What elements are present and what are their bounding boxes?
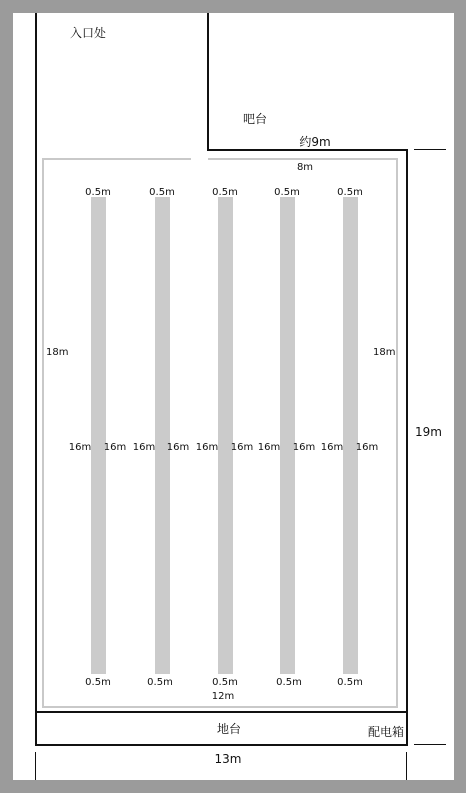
inner-height-left-label: 18m [46,347,69,358]
width-tick-right [406,752,407,780]
bar-bottom-wall [207,149,408,151]
inner-height-right-label: 18m [373,347,396,358]
inner-bottom-width-label: 12m [211,691,235,702]
lane-1-top-width: 0.5m [85,187,111,198]
lane-3-bottom-width: 0.5m [212,677,238,688]
lane-2-bottom-width: 0.5m [147,677,173,688]
lane-4-top-width: 0.5m [274,187,300,198]
top-width-label: 约9m [299,135,331,149]
inner-field-gap [191,156,208,160]
lane-1-length-right: 16m [103,442,127,453]
lane-4-length-right: 16m [292,442,316,453]
room-width-label: 13m [214,752,242,766]
lane-2-top-width: 0.5m [149,187,175,198]
lane-2-length-right: 16m [166,442,190,453]
lane-bar-3 [218,197,233,674]
wall-entrance-bar-divider [207,13,209,151]
lane-4-length-left: 16m [257,442,281,453]
stage-bottom-line [35,744,408,746]
lane-1-bottom-width: 0.5m [85,677,111,688]
lane-4-bottom-width: 0.5m [276,677,302,688]
lane-2-length-left: 16m [132,442,156,453]
stage-label: 地台 [216,722,242,736]
entrance-label: 入口处 [70,26,107,40]
lane-bar-1 [91,197,106,674]
lane-bar-4 [280,197,295,674]
lane-5-length-left: 16m [320,442,344,453]
lane-5-length-right: 16m [355,442,379,453]
room-height-tick-top [414,149,446,150]
electrical-box-label: 配电箱 [367,725,405,739]
width-tick-left [35,752,36,780]
lane-3-top-width: 0.5m [212,187,238,198]
bar-label: 吧台 [243,112,268,126]
stage-top-line [35,711,408,713]
room-height-label: 19m [415,425,442,439]
lane-5-top-width: 0.5m [337,187,363,198]
lane-3-length-left: 16m [195,442,219,453]
lane-bar-2 [155,197,170,674]
wall-right [406,149,408,746]
lane-5-bottom-width: 0.5m [337,677,363,688]
lane-3-length-right: 16m [230,442,254,453]
wall-left [35,13,37,746]
lane-1-length-left: 16m [68,442,92,453]
room-height-tick-bottom [414,744,446,745]
inner-top-width-label: 8m [296,162,314,173]
lane-bar-5 [343,197,358,674]
